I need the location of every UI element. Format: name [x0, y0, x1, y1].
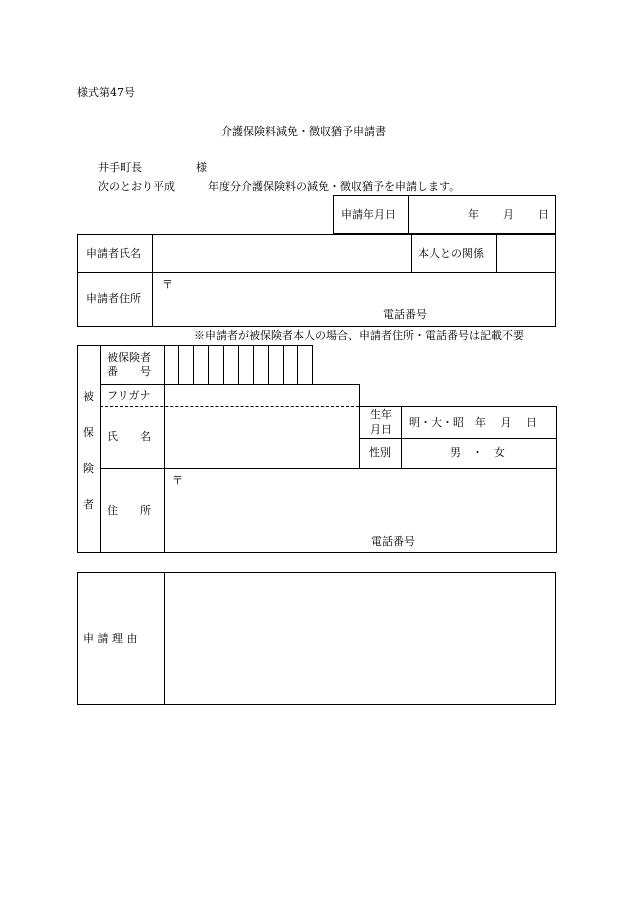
note-text: ※申請者が被保険者本人の場合、申請者住所・電話番号は記載不要: [194, 329, 524, 342]
insured-side-label-4: 者: [83, 498, 94, 511]
birth-label-1: 生年: [370, 408, 392, 421]
insured-address-field[interactable]: [185, 472, 553, 551]
reason-field[interactable]: [166, 574, 554, 703]
gender-label: 性別: [369, 446, 391, 459]
page-title: 介護保険料減免・徴収猶予申請書: [221, 125, 386, 138]
birth-label-2: 月日: [370, 423, 392, 436]
insured-number-label-2: 番 号: [107, 365, 151, 378]
application-date-month[interactable]: 月: [503, 208, 514, 221]
insured-side-label-3: 険: [83, 462, 94, 475]
insured-address-label: 住 所: [107, 504, 151, 517]
intro-suffix: 年度分介護保険料の減免・徴収猶予を申請します。: [208, 180, 461, 193]
addressee-honorific: 様: [196, 161, 207, 174]
intro-prefix: 次のとおり平成: [98, 180, 175, 193]
applicant-postal-mark: 〒: [162, 278, 173, 291]
gender-value[interactable]: 男 ・ 女: [450, 446, 505, 459]
insured-phone-label: 電話番号: [371, 535, 415, 548]
applicant-name-field[interactable]: [154, 236, 409, 270]
insured-name-field[interactable]: [166, 408, 358, 467]
insured-postal-mark: 〒: [172, 474, 183, 487]
insured-name-label: 氏 名: [107, 430, 151, 443]
application-date-year[interactable]: 年: [468, 208, 479, 221]
applicant-name-label: 申請者氏名: [86, 247, 141, 260]
application-date-day[interactable]: 日: [538, 208, 549, 221]
insured-number-field[interactable]: [165, 346, 312, 383]
addressee-name: 井手町長: [98, 161, 142, 174]
applicant-address-label: 申請者住所: [86, 292, 141, 305]
application-date-label: 申請年月日: [341, 208, 396, 221]
reason-label: 申 請 理 由: [83, 632, 138, 645]
relation-field[interactable]: [498, 236, 554, 270]
applicant-phone-label: 電話番号: [383, 308, 427, 321]
insured-number-label-1: 被保険者: [107, 351, 151, 364]
insured-side-label-2: 保: [83, 426, 94, 439]
relation-label: 本人との関係: [418, 247, 484, 260]
form-number: 様式第47号: [77, 86, 135, 99]
furigana-label: フリガナ: [107, 389, 151, 402]
birth-value[interactable]: 明・大・昭 年 月 日: [409, 416, 537, 429]
insured-side-label-1: 被: [83, 390, 94, 403]
furigana-field[interactable]: [166, 386, 358, 405]
applicant-address-field[interactable]: [175, 276, 553, 324]
